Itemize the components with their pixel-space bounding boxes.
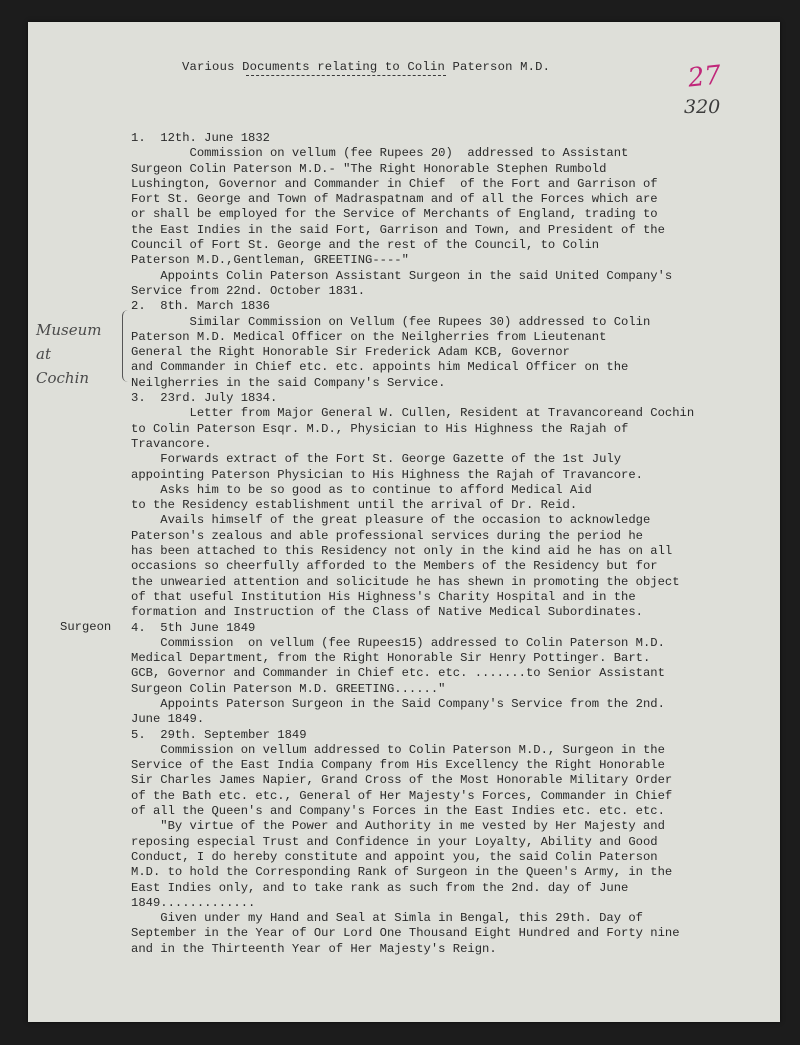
text-line: September in the Year of Our Lord One Thousand Eight Hundred and Forty nine xyxy=(131,926,680,941)
text-line: Council of Fort St. George and the rest of the Council, to Colin xyxy=(131,238,600,253)
text-line: has been attached to this Residency not only in the kind aid he has on all xyxy=(131,544,673,559)
text-line: to Colin Paterson Esqr. M.D., Physician to His Highness the Rajah of xyxy=(131,421,629,436)
margin-surgeon-note: Surgeon xyxy=(60,620,112,634)
text-line: the East Indies in the said Fort, Garrison and Town, and President of the xyxy=(131,222,665,237)
text-line: Paterson's zealous and able professional services during the period he xyxy=(131,528,643,543)
text-line: Commission on vellum addressed to Colin Paterson M.D., Surgeon in the xyxy=(131,742,665,757)
text-line: Paterson M.D.,Gentleman, GREETING----" xyxy=(131,253,409,268)
folio-number: 27 xyxy=(686,60,723,94)
text-line: Lushington, Governor and Commander in Chief of the Fort and Garrison of xyxy=(131,176,658,191)
text-line: and in the Thirteenth Year of Her Majesty's Reign. xyxy=(131,941,497,956)
text-line: Fort St. George and Town of Madraspatnam and of all the Forces which are xyxy=(131,192,658,207)
text-line: 1849............. xyxy=(131,895,256,910)
text-line: Service from 22nd. October 1831. xyxy=(131,283,366,298)
title-underline xyxy=(246,75,446,76)
text-line: General the Right Honorable Sir Frederick Adam KCB, Governor xyxy=(131,345,570,360)
text-line: reposing especial Trust and Confidence in your Loyalty, Ability and Good xyxy=(131,834,658,849)
text-line: Asks him to be so good as to continue to afford Medical Aid xyxy=(131,482,592,497)
text-line: Surgeon Colin Paterson M.D.- "The Right Honorable Stephen Rumbold xyxy=(131,161,607,176)
text-line: 2. 8th. March 1836 xyxy=(131,299,270,314)
text-line: of that useful Institution His Highness's Charity Hospital and in the xyxy=(131,589,636,604)
text-line: 5. 29th. September 1849 xyxy=(131,727,307,742)
margin-note-line: Museum xyxy=(36,321,102,339)
text-line: Given under my Hand and Seal at Simla in Bengal, this 29th. Day of xyxy=(131,911,643,926)
text-line: or shall be employed for the Service of Merchants of England, trading to xyxy=(131,207,658,222)
page-number: 320 xyxy=(684,96,721,118)
text-line: of the Bath etc. etc., General of Her Majesty's Forces, Commander in Chief xyxy=(131,788,673,803)
text-line: Commission on vellum (fee Rupees15) addressed to Colin Paterson M.D. xyxy=(131,635,665,650)
document-title: Various Documents relating to Colin Paterson M.D. xyxy=(182,60,551,74)
text-line: Neilgherries in the said Company's Service. xyxy=(131,375,446,390)
margin-annotation xyxy=(36,318,101,390)
text-line: GCB, Governor and Commander in Chief etc. etc. .......to Senior Assistant xyxy=(131,666,665,681)
text-line: and Commander in Chief etc. etc. appoints him Medical Officer on the xyxy=(131,360,629,375)
text-line: Appoints Paterson Surgeon in the Said Company's Service from the 2nd. xyxy=(131,696,665,711)
text-line: appointing Paterson Physician to His Highness the Rajah of Travancore. xyxy=(131,467,643,482)
margin-bracket xyxy=(122,310,131,382)
text-line: Surgeon Colin Paterson M.D. GREETING......" xyxy=(131,681,446,696)
text-line: M.D. to hold the Corresponding Rank of Surgeon in the Queen's Army, in the xyxy=(131,865,673,880)
text-line: Commission on vellum (fee Rupees 20) addressed to Assistant xyxy=(131,146,629,161)
text-line: 1. 12th. June 1832 xyxy=(131,131,270,145)
text-line: Service of the East India Company from His Excellency the Right Honorable xyxy=(131,758,665,773)
text-line: Conduct, I do hereby constitute and appoint you, the said Colin Paterson xyxy=(131,849,658,864)
text-line: June 1849. xyxy=(131,712,205,727)
text-line: formation and Instruction of the Class of Native Medical Subordinates. xyxy=(131,605,643,620)
text-line: "By virtue of the Power and Authority in me vested by Her Majesty and xyxy=(131,819,665,834)
text-line: the unwearied attention and solicitude he has shewn in promoting the object xyxy=(131,574,680,589)
document-body xyxy=(131,131,771,957)
margin-note-line: at xyxy=(36,345,51,363)
text-line: Paterson M.D. Medical Officer on the Neilgherries from Lieutenant xyxy=(131,329,607,344)
text-line: of all the Queen's and Company's Forces in the East Indies etc. etc. etc. xyxy=(131,804,665,819)
text-line: Travancore. xyxy=(131,436,212,451)
text-line: 4. 5th June 1849 xyxy=(131,620,256,635)
text-line: Forwards extract of the Fort St. George Gazette of the 1st July xyxy=(131,452,622,467)
text-line: to the Residency establishment until the arrival of Dr. Reid. xyxy=(131,498,578,513)
text-line: Letter from Major General W. Cullen, Resident at Travancoreand Cochin xyxy=(131,406,695,421)
margin-note-line: Cochin xyxy=(36,369,90,387)
text-line: 3. 23rd. July 1834. xyxy=(131,391,278,406)
text-line: East Indies only, and to take rank as such from the 2nd. day of June xyxy=(131,880,629,895)
text-line: Medical Department, from the Right Honorable Sir Henry Pottinger. Bart. xyxy=(131,651,651,666)
text-line: Appoints Colin Paterson Assistant Surgeon in the said United Company's xyxy=(131,268,673,283)
text-line: occasions so cheerfully afforded to the Members of the Residency but for xyxy=(131,559,658,574)
text-line: Avails himself of the great pleasure of the occasion to acknowledge xyxy=(131,513,651,528)
text-line: Similar Commission on Vellum (fee Rupees 30) addressed to Colin xyxy=(131,314,651,329)
text-line: Sir Charles James Napier, Grand Cross of the Most Honorable Military Order xyxy=(131,773,673,788)
